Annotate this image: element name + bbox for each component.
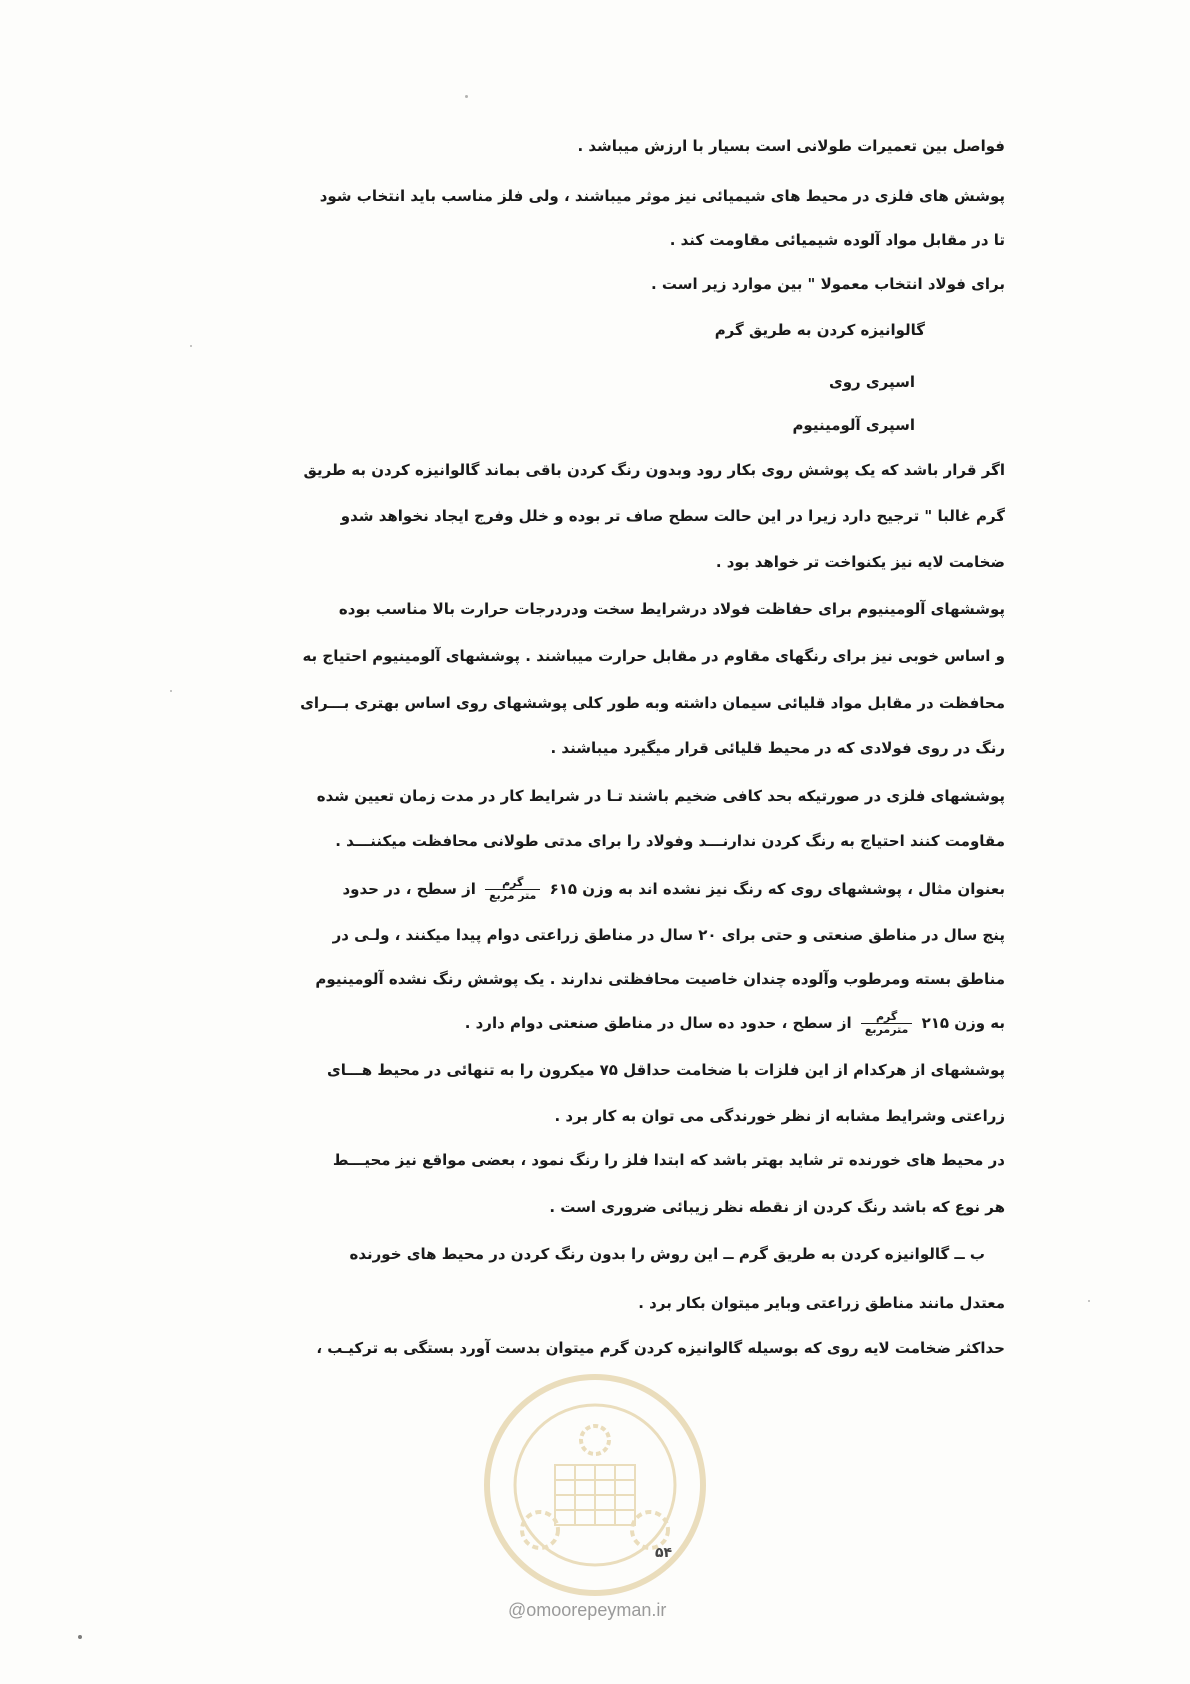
text-line: و اساس خوبی نیز برای رنگهای مقاوم در مقابل حرارت میباشند . پوششهای آلومینیوم احتیاج به [302,647,1005,665]
text-line: حداکثر ضخامت لایه روی که بوسیله گالوانیزه کردن گرم میتوان بدست آورد بستگی به ترکیـب ، [316,1339,1005,1357]
scan-speck [1088,1300,1090,1302]
list-item: اسپری روی [828,373,915,391]
text-line: ب ــ گالوانیزه کردن به طریق گرم ــ این روش را بدون رنگ کردن در محیط های خورنده [349,1245,985,1263]
text-line: پوششهای فلزی در صورتیکه بحد کافی ضخیم باشند تـا در شرایط کار در مدت زمان تعیین شده [316,787,1005,805]
text-line: فواصل بین تعمیرات طولانی است بسیار با ارزش میباشد . [577,137,1005,155]
watermark-seal-icon [480,1370,710,1600]
text-line-with-fraction [225,1005,1005,1041]
text-segment: از سطح ، حدود ده سال در مناطق صنعتی دوام دارد . [464,1014,852,1032]
unit-fraction [485,877,540,902]
text-line: محافظت در مقابل مواد قلیائی سیمان داشته وبه طور کلی پوششهای روی اساس بهتری بـــرای [300,694,1005,712]
text-segment: از سطح ، در حدود [342,880,476,898]
text-line: اگر قرار باشد که یک پوشش روی بکار رود وبدون رنگ کردن باقی بماند گالوانیزه کردن به طریق [303,461,1005,479]
list-item: اسپری آلومینیوم [792,416,915,434]
text-line: ضخامت لایه نیز یکنواخت تر خواهد بود . [715,553,1005,571]
scan-speck [78,1635,82,1639]
text-line: گرم غالبا " ترجیح دارد زیرا در این حالت سطح صاف تر بوده و خلل وفرج ایجاد نخواهد شدو [340,507,1005,525]
text-line: پوششهای از هرکدام از این فلزات با ضخامت حداقل ۷۵ میکرون را به تنهائی در محیط هـــای [327,1061,1005,1079]
fraction-denominator: مترمربع [864,1023,909,1036]
text-line: در محیط های خورنده تر شاید بهتر باشد که ابتدا فلز را رنگ نمود ، بعضی مواقع نیز محیـــط [332,1151,1005,1169]
scan-speck [190,345,192,347]
list-item: گالوانیزه کردن به طریق گرم [714,321,925,339]
text-line: پوشش های فلزی در محیط های شیمیائی نیز موثر میباشند ، ولی فلز مناسب باید انتخاب شود [319,187,1005,205]
fraction-denominator: متر مربع [489,889,537,902]
fraction-numerator: گرم [861,1011,912,1024]
scan-speck [465,95,468,98]
text-line-with-fraction [225,872,1005,906]
text-line: مقاومت کنند احتیاج به رنگ کردن ندارنـــد وفولاد را برای مدتی طولانی محافظت میکننـــد . [335,832,1005,850]
scan-speck [170,690,172,692]
unit-fraction [861,1011,912,1036]
text-line: پوششهای آلومینیوم برای حفاظت فولاد درشرایط سخت ودردرجات حرارت بالا مناسب بوده [338,600,1005,618]
text-segment: بعنوان مثال ، پوششهای روی که رنگ نیز نشده اند به وزن ۶۱۵ [549,880,1005,898]
text-line: رنگ در روی فولادی که در محیط قلیائی قرار میگیرد میباشند . [550,739,1005,757]
text-segment: به وزن ۲۱۵ [921,1014,1005,1032]
text-line: هر نوع که باشد رنگ کردن از نقطه نظر زیبائی ضروری است . [549,1198,1005,1216]
page-number: ۵۴ [655,1545,673,1561]
text-line: زراعتی وشرایط مشابه از نظر خورندگی می توان به کار برد . [554,1107,1005,1125]
text-line: تا در مقابل مواد آلوده شیمیائی مقاومت کند . [669,231,1005,249]
text-line: معتدل مانند مناطق زراعتی وبایر میتوان بکار برد . [638,1294,1005,1312]
watermark-url: @omoorepeyman.ir [508,1600,667,1620]
text-line: مناطق بسته ومرطوب وآلوده چندان خاصیت محافظتی ندارند . یک پوشش رنگ نشده آلومینیوم [315,970,1005,988]
text-line: پنج سال در مناطق صنعتی و حتی برای ۲۰ سال در مناطق زراعتی دوام پیدا میکنند ، ولـی در [332,926,1005,944]
fraction-numerator: گرم [485,877,540,890]
text-line: برای فولاد انتخاب معمولا " بین موارد زیر است . [650,275,1005,293]
